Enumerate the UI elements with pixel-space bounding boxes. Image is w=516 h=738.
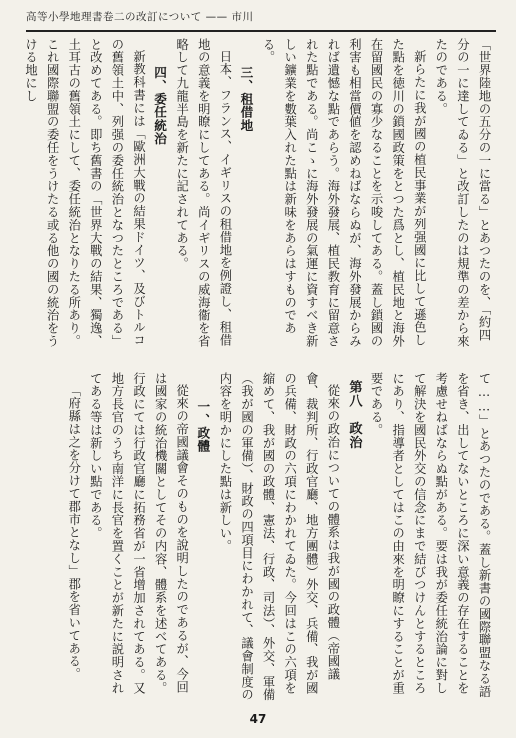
paragraph: 從來の政治についての體系は我が國の政體（帝國議會、裁判所、行政官廳、地方團體）外交、兵備、我が國の兵備、財政の六項にわかれてゐた。今回はこの六項を縮めて、我が國の政體、憲法、行政、司法）、外交、軍備（我が國の軍備）、財政の四項目にわかれて、議會制度の内容を明かにした點は新しい。 [217,372,340,702]
paragraph: 從來の帝國議會そのものを說明したのであるが、今回は國家の統治機關としてその内容、體系を述べてある。行政にては行政官廳に拓務省が一省增加されてある。又地方長官のうち南洋に長官を置くことが新たに説明されてある等は新しい點である。 [88,372,189,695]
lower-text-block [16,372,494,706]
chapter-heading: 第八 政治 [346,379,362,449]
header-rule [26,30,496,32]
running-header: 高等小學地理書卷二の改訂について —— 市川 [26,11,254,23]
paragraph: 新教科書には「歐洲大戰の結果ドイツ、及びトルコの舊領土中、列强の委任統治となつたところである」と改めてある。即ち舊書の「世界大戰の結果、獨逸、土耳古の舊領土にして、委任統治となりたる所あり。これ國際聯盟の委任をうけたる或る他の國の統治をうける地にし [23,38,146,348]
page-number: 47 [249,712,267,726]
section-heading: 四、委任統治 [152,65,168,145]
section-heading: 一、政體 [195,399,211,453]
paragraph: て……」とあつたのである。蓋し新書の國際聯盟なる語を省き、出してないところに深い意義の存在することを考慮せねばならぬ點がある。要は我が委任統治論に對して解決を國民外交の信念にまで結びつけんとするところにあり、指導者としてはこの由來を明瞭にすることが重要である。 [369,372,491,698]
section-heading: 三、租借地 [238,65,254,132]
paragraph: 日本、フランス、イギリスの租借地を例證し、租借地の意義を明瞭にしてある。尚イギリスの威海衞を省略して九龍半島を新たに記されてある。 [174,38,232,348]
paragraph: 新らたに我が國の植民事業が列强國に比して遜色した點を徳川の鎖國政策をとつた爲とし、植民地と海外在留國民の寡少なることを示唆してある。蓋し鎖國の利害も相當價値を認めねばならぬが、海外發展からみれば遺憾な點であらう。海外發展、植民教育に留意された點である。尚こゝに海外發展の氣運に資すべき新しい鑛業を數葉入れた點は新味をあらはすものである。 [261,38,427,348]
paragraph: 「府縣は之を分けて郡市となし」郡を省いてある。 [66,384,81,681]
upper-text-block [16,38,494,351]
paragraph: 「世界陸地の五分の一に當る」とあつたのを、「約四分の一に達してゐる」と改訂したのは規準の差から來たのである。 [433,38,491,348]
